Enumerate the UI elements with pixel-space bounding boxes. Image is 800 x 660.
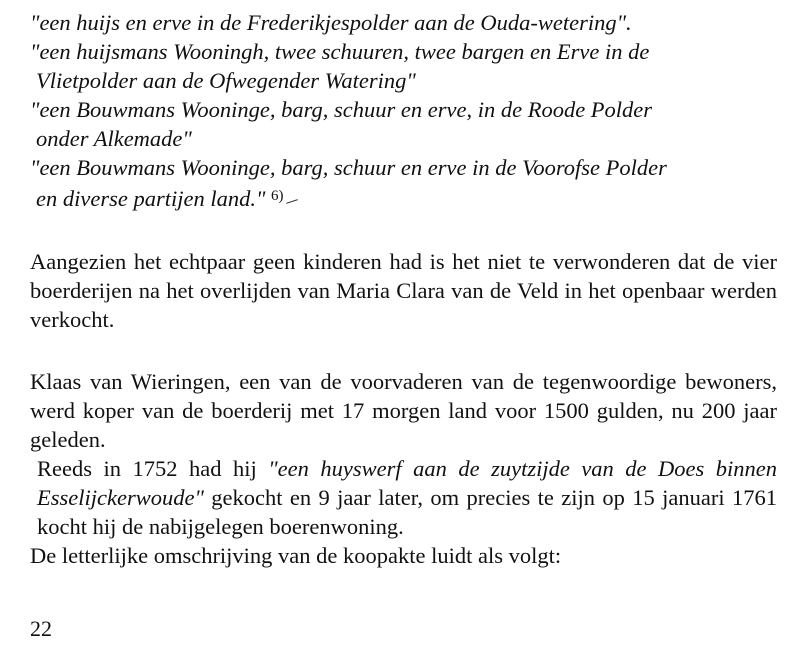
footnote-marker: 6) — [271, 188, 284, 204]
footnote-stroke — [286, 199, 298, 204]
paragraph-1 — [30, 247, 777, 334]
quote-2-line-2: Vlietpolder aan de Ofwegender Watering" — [36, 68, 416, 93]
quote-1-line-1: "een huijs en erve in de Frederikjespolder aan de Ouda-wetering". — [30, 10, 632, 35]
quoted-property-list — [30, 8, 775, 213]
paragraph-2-after-quote: gekocht en 9 jaar later, om precies te zijn op 15 januari 1761 kocht hij de nabijgelegen boerenwoning. — [37, 485, 777, 539]
quote-2 — [30, 37, 775, 95]
paragraph-2-quote: "een huyswerf aan de zuytzijde van de Does binnen Esselijckerwoude" — [37, 456, 777, 510]
paragraph-2-before-quote: Reeds in 1752 had hij — [37, 456, 269, 481]
paragraph-1-text: Aangezien het echtpaar geen kinderen had is het niet te verwonderen dat de vier boerderijen na het overlijden van Maria Clara van de Veld in het openbaar werden verkocht. — [30, 249, 777, 332]
quote-1 — [30, 8, 775, 37]
paragraph-2-text-3: De letterlijke omschrijving van de koopakte luidt als volgt: — [30, 543, 562, 568]
quote-3-line-1: "een Bouwmans Wooninge, barg, schuur en erve, in de Roode Polder — [30, 97, 653, 122]
quote-4-line-1: "een Bouwmans Wooninge, barg, schuur en erve in de Voorofse Polder — [30, 155, 667, 180]
quote-3 — [30, 95, 775, 153]
paragraph-2 — [30, 367, 777, 570]
quote-2-line-1: "een huijsmans Wooningh, twee schuuren, twee bargen en Erve in de — [30, 39, 650, 64]
quote-4 — [30, 153, 775, 213]
paragraph-2-text-2 — [30, 454, 777, 541]
paragraph-2-text-1: Klaas van Wieringen, een van de voorvaderen van de tegenwoordige bewoners, werd koper van de boerderij met 17 morgen land voor 1500 gulden, nu 200 jaar geleden. — [30, 369, 777, 452]
quote-4-line-2: en diverse partijen land." — [36, 186, 266, 211]
page-number: 22 — [30, 616, 52, 641]
quote-3-line-2: onder Alkemade" — [36, 126, 192, 151]
